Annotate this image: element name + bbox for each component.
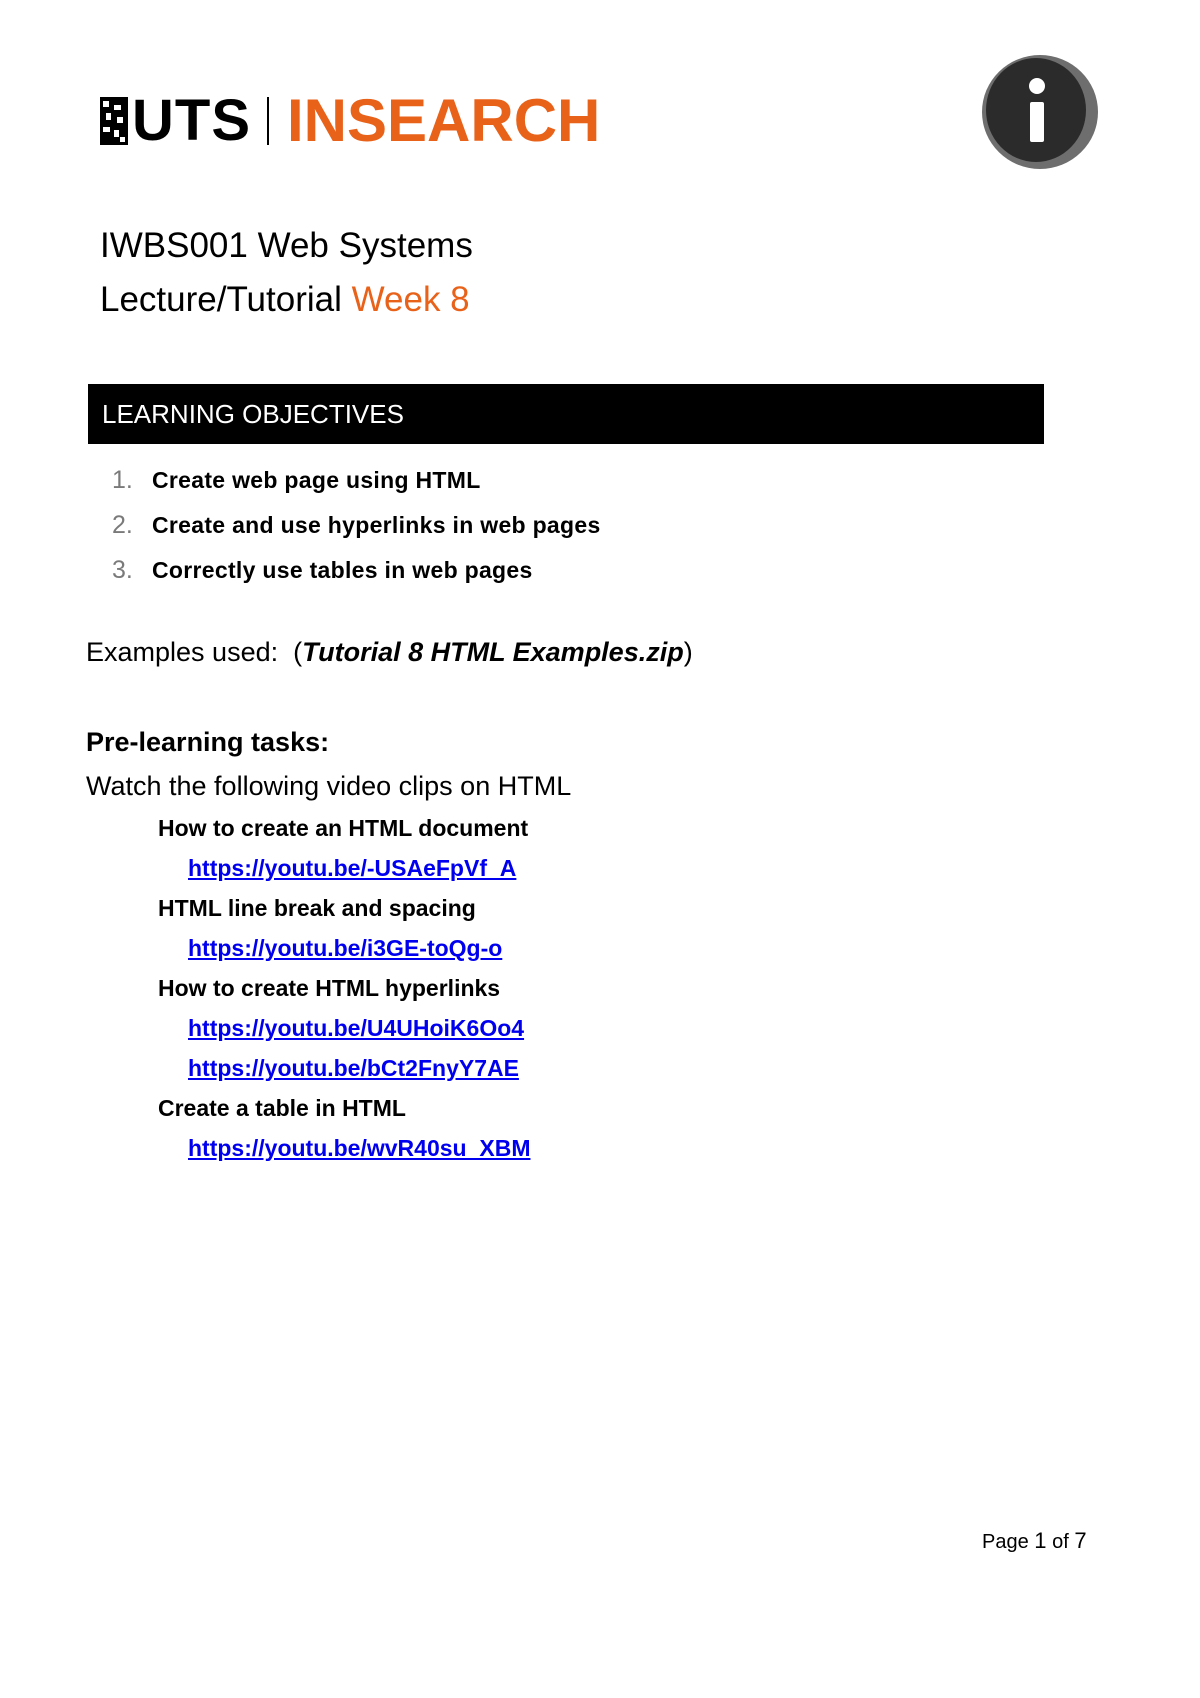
examples-file: Tutorial 8 HTML Examples.zip <box>302 637 684 667</box>
page-number <box>982 1526 1087 1557</box>
page-word: Page <box>982 1531 1029 1553</box>
examples-used <box>86 632 693 672</box>
video-topic-heading: HTML line break and spacing <box>158 895 476 921</box>
lecture-title <box>100 278 470 322</box>
course-title: IWBS001 Web Systems <box>100 226 473 265</box>
logo-insearch-text: INSEARCH <box>287 87 601 154</box>
logo-separator <box>267 97 269 145</box>
video-topic-heading: How to create an HTML document <box>158 815 529 841</box>
objective-number: 3. <box>112 556 133 584</box>
objective-item <box>112 458 601 503</box>
objectives-list <box>112 458 601 593</box>
lecture-prefix: Lecture/Tutorial <box>100 280 342 319</box>
logo-uts-text: UTS <box>132 88 251 153</box>
uts-insearch-logo <box>100 87 601 154</box>
of-word: of <box>1052 1531 1069 1553</box>
video-link[interactable]: https://youtu.be/-USAeFpVf_A <box>188 855 517 881</box>
video-link[interactable]: https://youtu.be/wvR40su_XBM <box>188 1135 531 1161</box>
info-icon <box>976 48 1100 172</box>
examples-close-paren: ) <box>683 637 693 667</box>
video-link[interactable]: https://youtu.be/bCt2FnyY7AE <box>188 1055 519 1081</box>
prelearning-title: Pre-learning tasks: <box>86 727 330 757</box>
video-link[interactable]: https://youtu.be/i3GE-toQg-o <box>188 935 503 961</box>
video-topic-heading: Create a table in HTML <box>158 1095 406 1121</box>
prelearning-subtitle: Watch the following video clips on HTML <box>86 771 572 801</box>
examples-open-paren: ( <box>293 637 303 667</box>
objective-item <box>112 503 601 548</box>
page-total: 7 <box>1074 1528 1087 1553</box>
objective-text: Correctly use tables in web pages <box>152 557 533 583</box>
learning-objectives-banner: LEARNING OBJECTIVES <box>88 384 1044 444</box>
video-link[interactable]: https://youtu.be/U4UHoiK6Oo4 <box>188 1015 525 1041</box>
video-topic-heading: How to create HTML hyperlinks <box>158 975 501 1001</box>
uts-crest-icon <box>100 97 128 145</box>
objective-text: Create web page using HTML <box>152 467 481 493</box>
week-label: Week 8 <box>351 280 470 319</box>
objective-number: 1. <box>112 466 133 494</box>
objective-number: 2. <box>112 511 133 539</box>
examples-label: Examples used: <box>86 637 279 667</box>
page-current: 1 <box>1034 1528 1047 1553</box>
objective-text: Create and use hyperlinks in web pages <box>152 512 601 538</box>
objective-item <box>112 548 601 593</box>
video-list <box>158 808 530 1168</box>
